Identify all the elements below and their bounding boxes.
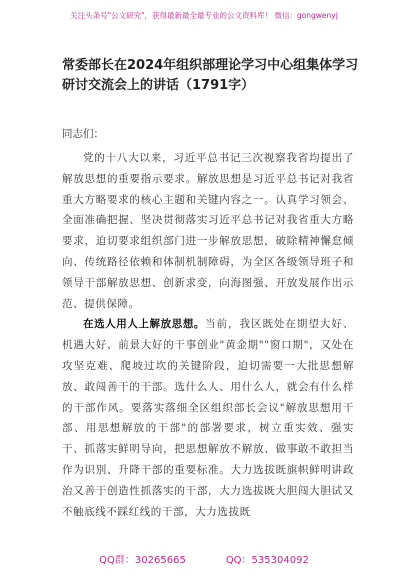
- paragraph-2-text: 当前，我区既处在期望大好、机遇大好、前景大好的干事创业"黄金期""窗口期"，又处在攻坚克难、爬坡过坎的关键阶段，迫切需要一大批思想解放、敢闯善干的干部。选什么人、用什么人，就会有什么样的干部作风。要落实落细全区组织部长会议"解放思想用干部、用思想解放的干部"的部署要求，树立重实效、强实干、抓落实鲜明导向，把思想解放不解放、做事敢不敢担当作为识别、升降干部的重要标准。大力选拔既旗帜鲜明讲政治又善于创造性抓落实的干部，大力选拔既大胆闯大胆试又不触底线不踩红线的干部，大力选拔既: [62, 318, 354, 518]
- qq-group: QQ群：30265665: [99, 555, 186, 566]
- qq-number: QQ：535304092: [225, 555, 309, 566]
- document-body: [62, 148, 354, 522]
- section-heading: 在选人用人上解放思想。: [83, 318, 205, 331]
- paragraph-2: [62, 314, 354, 522]
- greeting: 同志们：: [62, 128, 104, 140]
- paragraph-1: 党的十八大以来，习近平总书记三次视察我省均提出了解放思想的重要指示要求。解放思想是习近平总书记对我省重大方略要求的核心主题和关键内容之一。认真学习领会、全面准确把握、坚决贯彻落实习近平总书记对我省重大方略要求，迫切要求组织部门进一步解放思想，破除精神懈怠倾向、传统路径依赖和体制机制障碍，为全区各级领导班子和领导干部解放思想、创新求变，向海图强、开放发展作出示范、提供保障。: [62, 152, 354, 310]
- document-title: 常委部长在2024年组织部理论学习中心组集体学习研讨交流会上的讲话（1791字）: [62, 58, 359, 93]
- contact-footer: [0, 551, 408, 566]
- promo-header: 关注头条号"公文研究"，获得最新最全最专业的公文资料库！ 微信：gongwenyj: [70, 11, 338, 20]
